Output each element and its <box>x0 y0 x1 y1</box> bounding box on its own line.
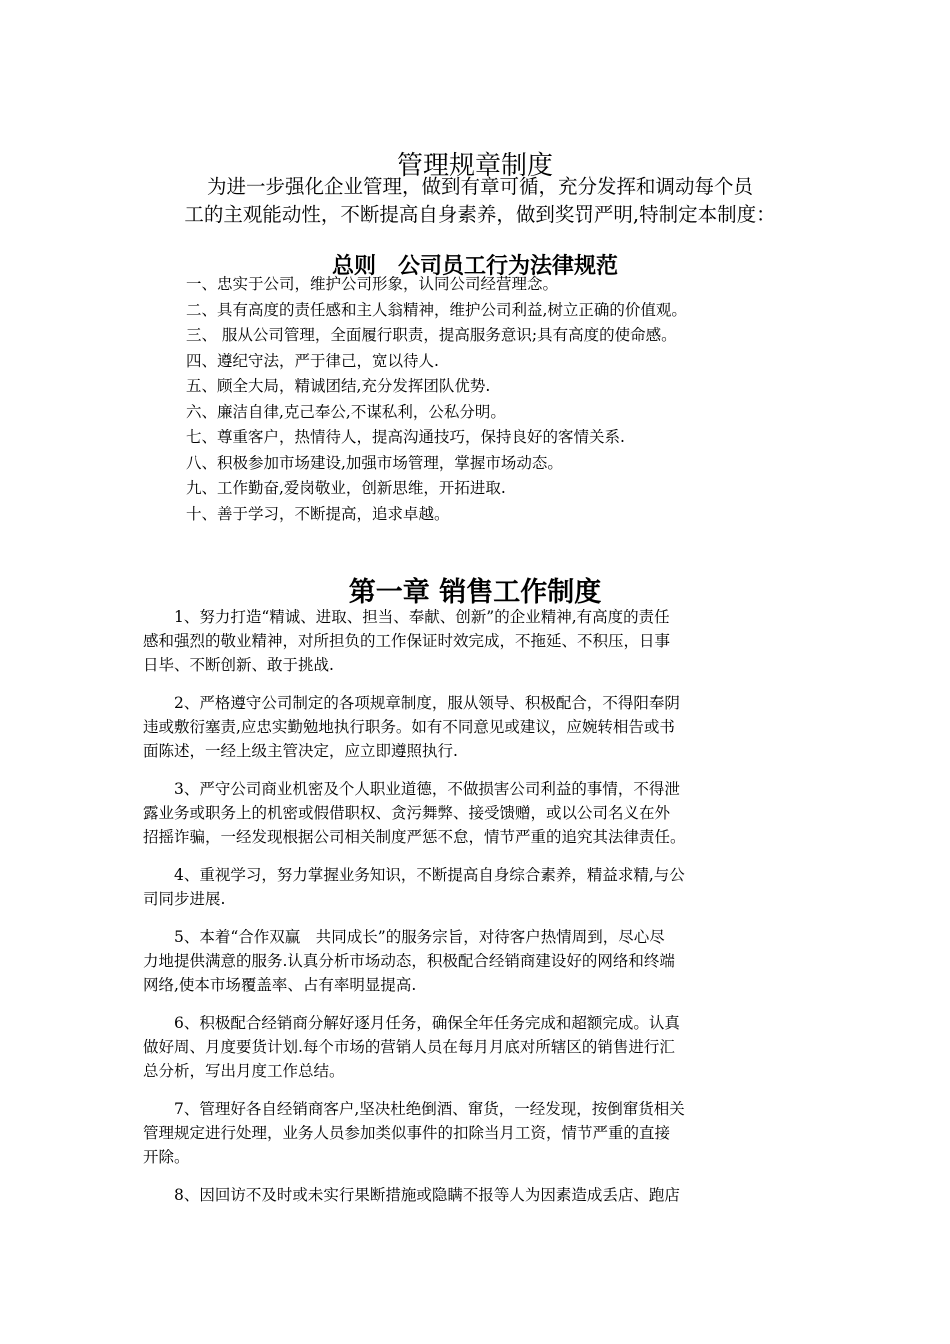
principle-item: 一、忠实于公司，维护公司形象，认同公司经营理念。 <box>186 275 559 293</box>
principle-item: 八、积极参加市场建设,加强市场管理，掌握市场动态。 <box>186 453 563 472</box>
principle-item: 二、具有高度的责任感和主人翁精神，维护公司利益,树立正确的价值观。 <box>186 300 687 319</box>
article-line: 日毕、不断创新、敢于挑战. <box>143 656 334 674</box>
article-line: 7、管理好各自经销商客户,坚决杜绝倒酒、窜货，一经发现，按倒窜货相关 <box>174 1100 685 1118</box>
article-line: 开除。 <box>143 1148 190 1166</box>
intro-line: 为进一步强化企业管理，做到有章可循，充分发挥和调动每个员 <box>206 175 753 198</box>
general-principles-heading: 总则 公司员工行为法律规范 <box>331 253 618 280</box>
article-paragraph <box>143 1097 808 1169</box>
document-title: 管理规章制度 <box>396 151 553 182</box>
article-line: 8、因回访不及时或未实行果断措施或隐瞒不报等人为因素造成丢店、跑店 <box>174 1186 680 1204</box>
principle-item: 三、 服从公司管理，全面履行职责，提高服务意识;具有高度的使命感。 <box>186 326 677 344</box>
article-paragraph <box>143 863 808 911</box>
article-line: 司同步进展. <box>143 890 226 908</box>
principles-list <box>186 272 687 527</box>
article-line: 2、严格遵守公司制定的各项规章制度，服从领导、积极配合，不得阳奉阴 <box>174 694 680 712</box>
article-line: 露业务或职务上的机密或假借职权、贪污舞弊、接受馈赠，或以公司名义在外 <box>143 804 671 822</box>
principle-item: 七、尊重客户，热情待人，提高沟通技巧，保持良好的客情关系. <box>186 428 625 446</box>
article-paragraph <box>143 691 808 763</box>
article-line: 面陈述，一经上级主管决定，应立即遵照执行. <box>143 742 458 760</box>
principle-item: 十、善于学习，不断提高，追求卓越。 <box>186 504 450 523</box>
article-line: 网络,使本市场覆盖率、占有率明显提高. <box>143 976 417 994</box>
article-line: 力地提供满意的服务.认真分析市场动态，积极配合经销商建设好的网络和终端 <box>143 952 675 970</box>
article-paragraph <box>143 1183 808 1207</box>
article-line: 6、积极配合经销商分解好逐月任务，确保全年任务完成和超额完成。认真 <box>174 1014 680 1032</box>
article-line: 招摇诈骗，一经发现根据公司相关制度严惩不怠，情节严重的追究其法律责任。 <box>143 828 686 846</box>
intro-line: 工的主观能动性，不断提高自身素养，做到奖罚严明,特制定本制度： <box>184 203 776 226</box>
article-line: 做好周、月度要货计划.每个市场的营销人员在每月月底对所辖区的销售进行汇 <box>143 1038 675 1056</box>
principle-item: 五、顾全大局，精诚团结,充分发挥团队优势. <box>186 377 491 395</box>
article-paragraph <box>143 925 808 997</box>
article-paragraph <box>143 1011 808 1083</box>
principle-item: 四、遵纪守法，严于律己，宽以待人. <box>186 351 439 370</box>
article-paragraph <box>143 777 808 849</box>
article-line: 3、严守公司商业机密及个人职业道德，不做损害公司利益的事情，不得泄 <box>174 780 680 798</box>
article-paragraph <box>143 605 808 677</box>
principle-item: 六、廉洁自律,克己奉公,不谋私利，公私分明。 <box>186 402 506 421</box>
article-line: 感和强烈的敬业精神，对所担负的工作保证时效完成，不拖延、不积压，日事 <box>143 632 671 650</box>
article-line: 管理规定进行处理，业务人员参加类似事件的扣除当月工资，情节严重的直接 <box>143 1124 671 1142</box>
article-line: 5、本着“合作双赢 共同成长”的服务宗旨，对待客户热情周到，尽心尽 <box>174 928 665 946</box>
article-line: 4、重视学习，努力掌握业务知识，不断提高自身综合素养，精益求精,与公 <box>174 866 685 884</box>
article-line: 1、努力打造“精诚、进取、担当、奉献、创新”的企业精神,有高度的责任 <box>174 608 670 626</box>
article-line: 总分析，写出月度工作总结。 <box>143 1062 345 1080</box>
intro-paragraph <box>150 173 810 229</box>
articles-section <box>143 605 808 1221</box>
chapter-title: 第一章 销售工作制度 <box>348 577 602 609</box>
principle-item: 九、工作勤奋,爱岗敬业，创新思维，开拓进取. <box>186 479 506 497</box>
article-line: 违或敷衍塞责,应忠实勤勉地执行职务。如有不同意见或建议，应婉转相告或书 <box>143 718 675 736</box>
